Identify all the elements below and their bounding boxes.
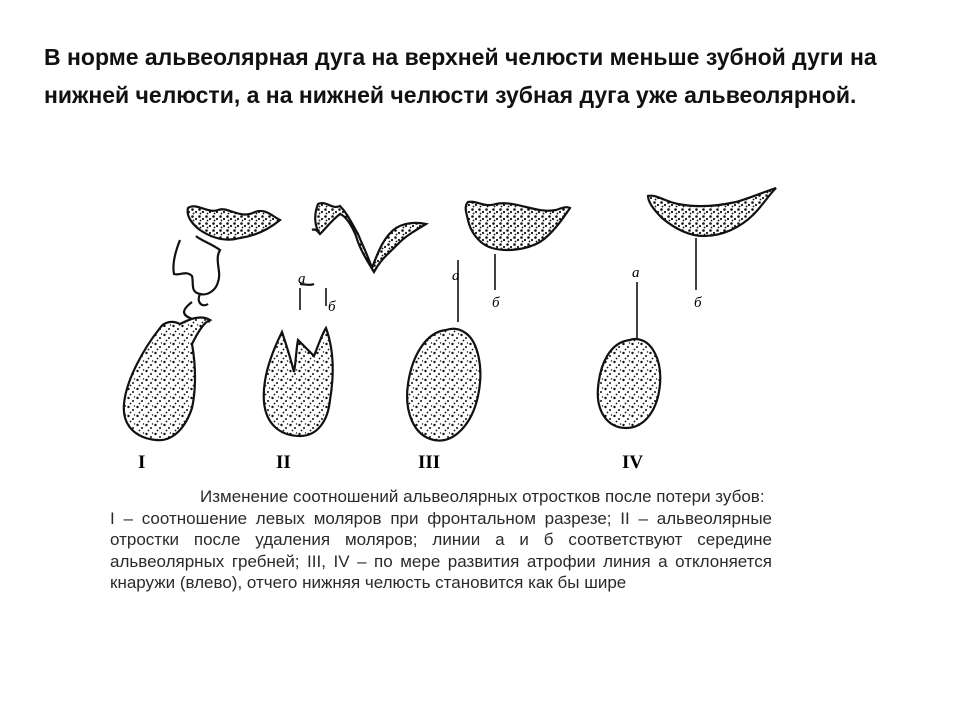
panel-label-1: I [138,452,146,473]
jaw-diagram [100,180,800,480]
panel-4-line-b: б [694,295,702,311]
panel-4-line-a: а [632,265,640,281]
panel-4-drawing [598,188,776,428]
panel-3-line-a: а [452,268,460,284]
panel-2-line-a: а [298,271,306,287]
caption-text: I – соотношение левых моляров при фронтальном разрезе; II – альвеолярные отростки после удаления моляров; линии а и б соответствуют середине альвеолярных гребней; III, IV – по мере развития атрофии линия а отклоняется кнаружи (влево), отчего нижняя челюсть становится как бы шире [110,508,772,592]
caption-title: Изменение соотношений альвеолярных отростков после потери зубов: [200,487,765,506]
panel-3-drawing [407,202,570,441]
panel-3-line-b: б [492,295,500,311]
figure-caption [110,486,772,594]
panel-label-3: III [418,452,441,473]
panel-label-4: IV [622,452,644,473]
panel-2-drawing [264,203,426,436]
slide-heading: В норме альвеолярная дуга на верхней челюсти меньше зубной дуги на нижней челюсти, а на нижней челюсти зубная дуга уже альвеолярной. [44,44,877,108]
panel-1-drawing [124,206,280,440]
panel-2-line-b: б [328,299,336,315]
panel-label-2: II [276,452,291,473]
